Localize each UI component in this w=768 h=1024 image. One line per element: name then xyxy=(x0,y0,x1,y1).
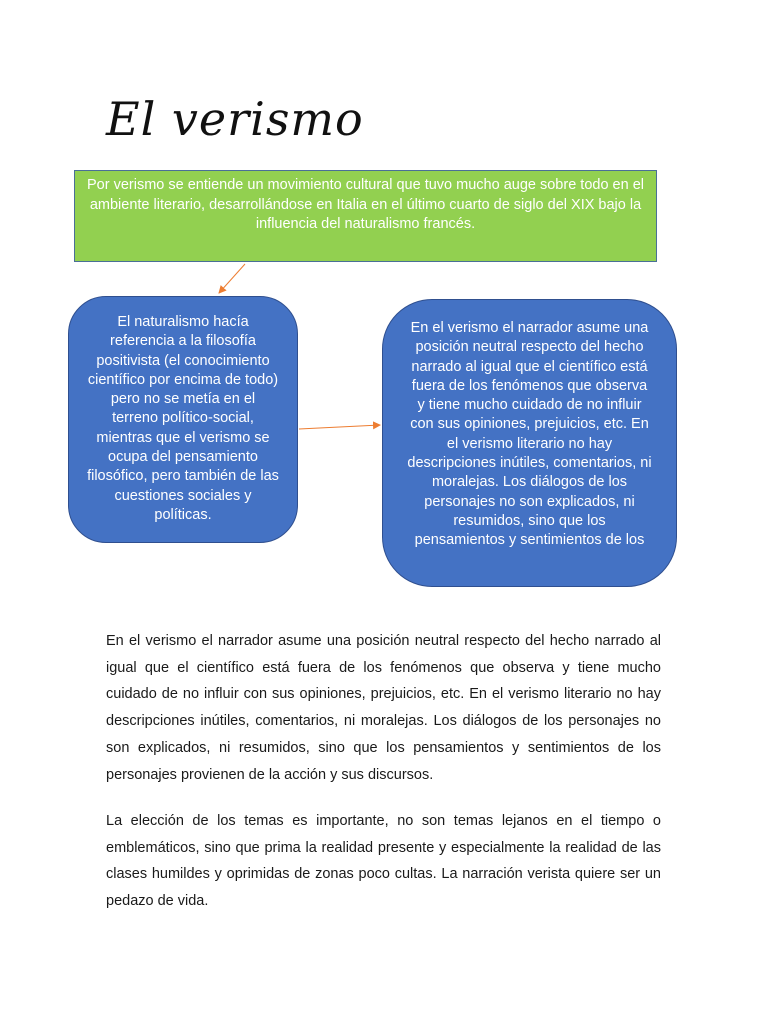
narrator-bubble-text: En el verismo el narrador asume una posición neutral respecto del hecho narrado al igual que el científico está fuera de los fenómenos que observa y tiene mucho cuidado de no influir con sus opiniones, prejuicios, etc. En el verismo literario no hay descripciones inútiles, comentarios, ni moralejas. Los diálogos de los personajes no son explicados, ni resumidos, sino que los pensamientos y sentimientos de los xyxy=(407,320,652,549)
body-paragraph-1: En el verismo el narrador asume una posición neutral respecto del hecho narrado al igual que el científico está fuera de los fenómenos que observa y tiene mucho cuidado de no influir con sus opiniones, prejuicios, etc. En el verismo literario no hay descripciones inútiles, comentarios, ni moralejas. Los diálogos de los personajes no son explicados, ni resumidos, sino que los pensamientos y sentimientos de los personajes provienen de la acción y sus discursos. xyxy=(106,633,661,783)
naturalism-bubble-text: El naturalismo hacía referencia a la filosofía positivista (el conocimiento científico por encima de todo) pero no se metía en el terreno político-social, mientras que el verismo se ocupa del pensamiento filosófico, pero también de las cuestiones sociales y políticas. xyxy=(87,314,279,523)
arrow-top-to-left xyxy=(219,264,245,293)
definition-text: Por verismo se entiende un movimiento cultural que tuvo mucho auge sobre todo en el ambiente literario, desarrollándose en Italia en el último cuarto de siglo del XIX bajo la influencia del naturalismo francés. xyxy=(87,177,644,232)
page-title: El verismo xyxy=(106,92,364,146)
body-paragraph-2: La elección de los temas es importante, no son temas lejanos en el tiempo o emblemáticos, sino que prima la realidad presente y especialmente la realidad de las clases humildes y oprimidas de zonas poco cultas. La narración verista quiere ser un pedazo de vida. xyxy=(106,813,661,910)
arrow-left-to-right xyxy=(299,425,380,429)
naturalism-bubble xyxy=(68,296,298,543)
definition-box xyxy=(74,170,657,262)
narrator-bubble xyxy=(382,299,677,587)
